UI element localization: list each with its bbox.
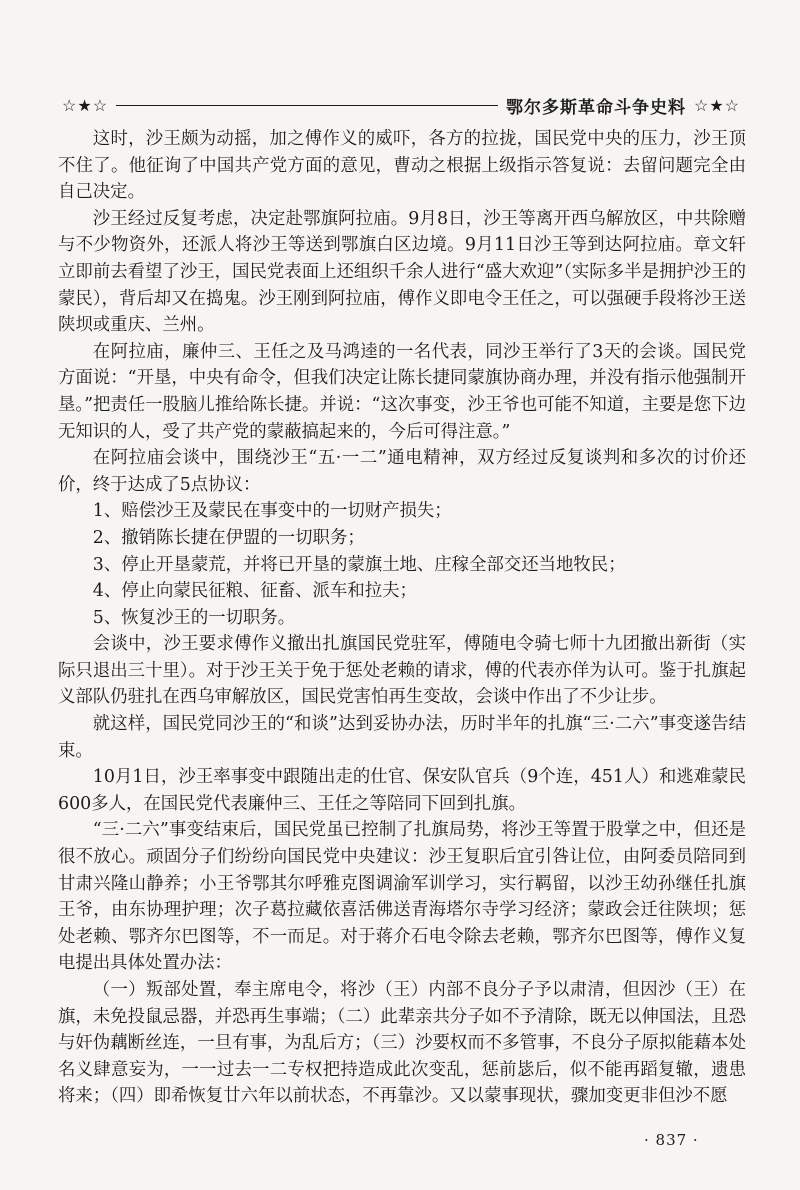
paragraph: 就这样，国民党同沙王的“和谈”达到妥协办法，历时半年的扎旗“三·二六”事变遂告结束。 <box>58 714 746 761</box>
paragraph: 沙王经过反复考虑，决定赴鄂旗阿拉庙。9月8日，沙王等离开西乌解放区，中共除赠与不少物资外，还派人将沙王等送到鄂旗白区边境。9月11日沙王等到达阿拉庙。章文轩立即前去看望了沙王，国民党表面上还组织千余人进行“盛大欢迎”（实际多半是拥护沙王的蒙民），背后却又在捣鬼。沙王刚到阿拉庙，傅作义即电令王任之，可以强硬手段将沙王送陕坝或重庆、兰州。 <box>58 208 746 336</box>
paragraph: 在阿拉庙会谈中，围绕沙王“五·一二”通电精神，双方经过反复谈判和多次的讨价还价，终于达成了5点协议： <box>58 448 746 495</box>
paragraph: （一）叛部处置，奉主席电令，将沙（王）内部不良分子予以肃清，但因沙（王）在旗，未免投鼠忌器，并恐再生事端；（二）此辈亲共分子如不予清除，既无以伸国法，且恐与奸伪藕断丝连，一旦有事，为乱后方；（三）沙要权而不多管事，不良分子原拟能藉本处名义肆意妄为，一一过去一二专权把持造成此次变乱，惩前毖后，似不能再蹈复辙，遗患将来；（四）即希恢复廿六年以前状态，不再靠沙。又以蒙事现状，骤加变更非但沙不愿 <box>58 980 746 1107</box>
header-right-stars: ☆★☆ <box>693 95 740 115</box>
paragraph: 这时，沙王颇为动摇，加之傅作义的威吓，各方的拉拢，国民党中央的压力，沙王顶不住了。他征询了中国共产党方面的意见，曹动之根据上级指示答复说：去留问题完全由自己决定。 <box>58 129 746 203</box>
list-item: 4、停止向蒙民征粮、征畜、派车和拉夫； <box>92 581 417 602</box>
paragraph: 在阿拉庙，廉仲三、王任之及马鸿逵的一名代表，同沙王举行了3天的会谈。国民党方面说：“开垦，中央有命令，但我们决定让陈长捷同蒙旗协商办理，并没有指示他强制开垦。”把责任一股脑儿推给陈长捷。并说：“这次事变，沙王爷也可能不知道，主要是您下边无知识的人，受了共产党的蒙蔽搞起来的，今后可得注意。” <box>58 341 746 442</box>
list-item: 1、赔偿沙王及蒙民在事变中的一切财产损失； <box>92 501 452 522</box>
paragraph: 会谈中，沙王要求傅作义撤出扎旗国民党驻军，傅随电令骑七师十九团撤出新街（实际只退出三十里）。对于沙王关于免于惩处老赖的请求，傅的代表亦佯为认可。鉴于扎旗起义部队仍驻扎在西乌审解放区，国民党害怕再生变故，会谈中作出了不少让步。 <box>58 634 746 708</box>
running-header <box>62 92 740 118</box>
list-item: 5、恢复沙王的一切职务。 <box>92 607 296 628</box>
paragraph: 10月1日，沙王率事变中跟随出走的仕官、保安队官兵（9个连，451人）和逃难蒙民600多人，在国民党代表廉仲三、王任之等陪同下回到扎旗。 <box>58 767 746 814</box>
body-text <box>58 126 746 1110</box>
header-book-title: 鄂尔多斯革命斗争史料 <box>505 97 686 118</box>
list-item: 2、撤销陈长捷在伊盟的一切职务； <box>92 527 365 548</box>
page-number: · 837 · <box>644 1131 699 1149</box>
header-left-stars: ☆★☆ <box>62 95 109 115</box>
list-item: 3、停止开垦蒙荒，并将已开垦的蒙旗土地、庄稼全部交还当地牧民； <box>92 554 626 575</box>
header-rule <box>116 105 498 106</box>
paragraph: “三·二六”事变结束后，国民党虽已控制了扎旗局势，将沙王等置于股掌之中，但还是很不放心。顽固分子们纷纷向国民党中央建议：沙王复职后宜引咎让位，由阿委员陪同到甘肃兴隆山静养；小王爷鄂其尔呼雅克图调渝军训学习，实行羁留，以沙王幼孙继任扎旗王爷，由东协理护理；次子葛拉藏依喜活佛送青海塔尔寺学习经济；蒙政会迁往陕坝；惩处老赖、鄂齐尔巴图等，不一而足。对于蒋介石电令除去老赖，鄂齐尔巴图等，傅作义复电提出具体处置办法： <box>58 820 746 974</box>
